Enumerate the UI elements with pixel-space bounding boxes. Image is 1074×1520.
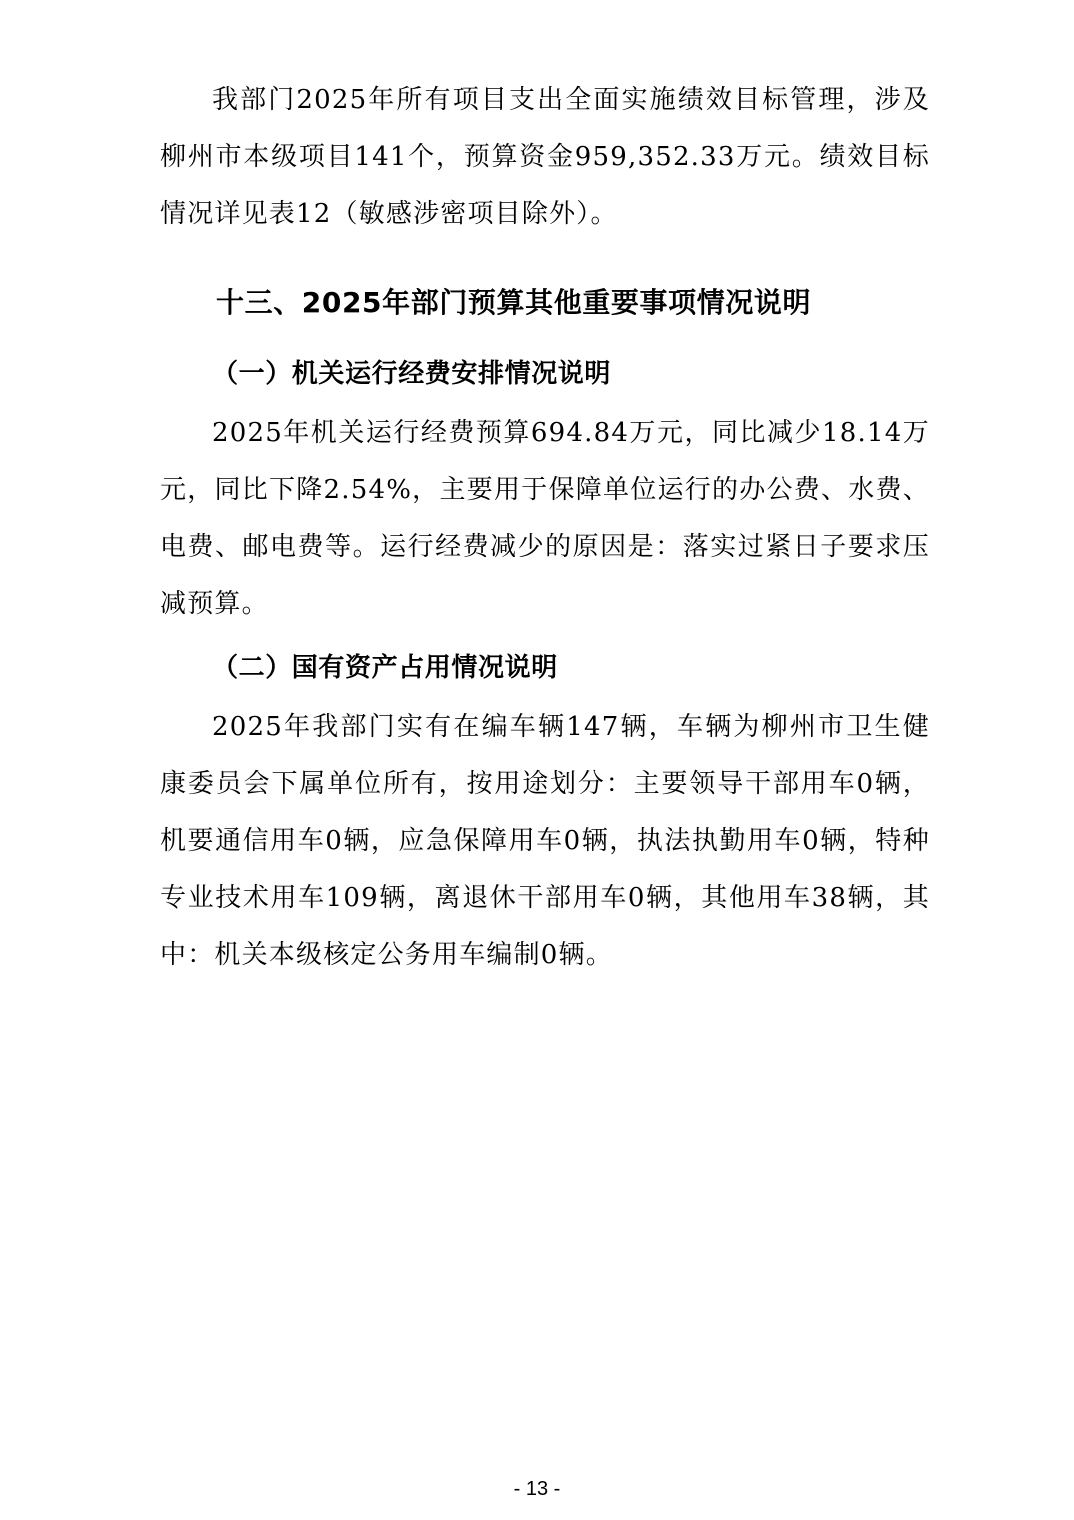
intro-paragraph: 我部门2025年所有项目支出全面实施绩效目标管理，涉及柳州市本级项目141个，预算资金959,352.33万元。绩效目标情况详见表12（敏感涉密项目除外）。 [160, 85, 930, 229]
page-number: - 13 - [513, 1478, 561, 1500]
subsection-2-heading: （二）国有资产占用情况说明 [212, 653, 558, 683]
subsection-2-paragraph: 2025年我部门实有在编车辆147辆，车辆为柳州市卫生健康委员会下属单位所有，按用途划分：主要领导干部用车0辆，机要通信用车0辆，应急保障用车0辆，执法执勤用车0辆，特种专业技术用车109辆，离退休干部用车0辆，其他用车38辆，其中：机关本级核定公务用车编制0辆。 [160, 712, 930, 970]
subsection-1-paragraph: 2025年机关运行经费预算694.84万元，同比减少18.14万元，同比下降2.54%，主要用于保障单位运行的办公费、水费、电费、邮电费等。运行经费减少的原因是：落实过紧日子要求压减预算。 [160, 418, 930, 619]
subsection-1-heading: （一）机关运行经费安排情况说明 [212, 359, 612, 389]
section-13-heading: 十三、2025年部门预算其他重要事项情况说明 [216, 286, 812, 319]
document-body [160, 72, 930, 984]
